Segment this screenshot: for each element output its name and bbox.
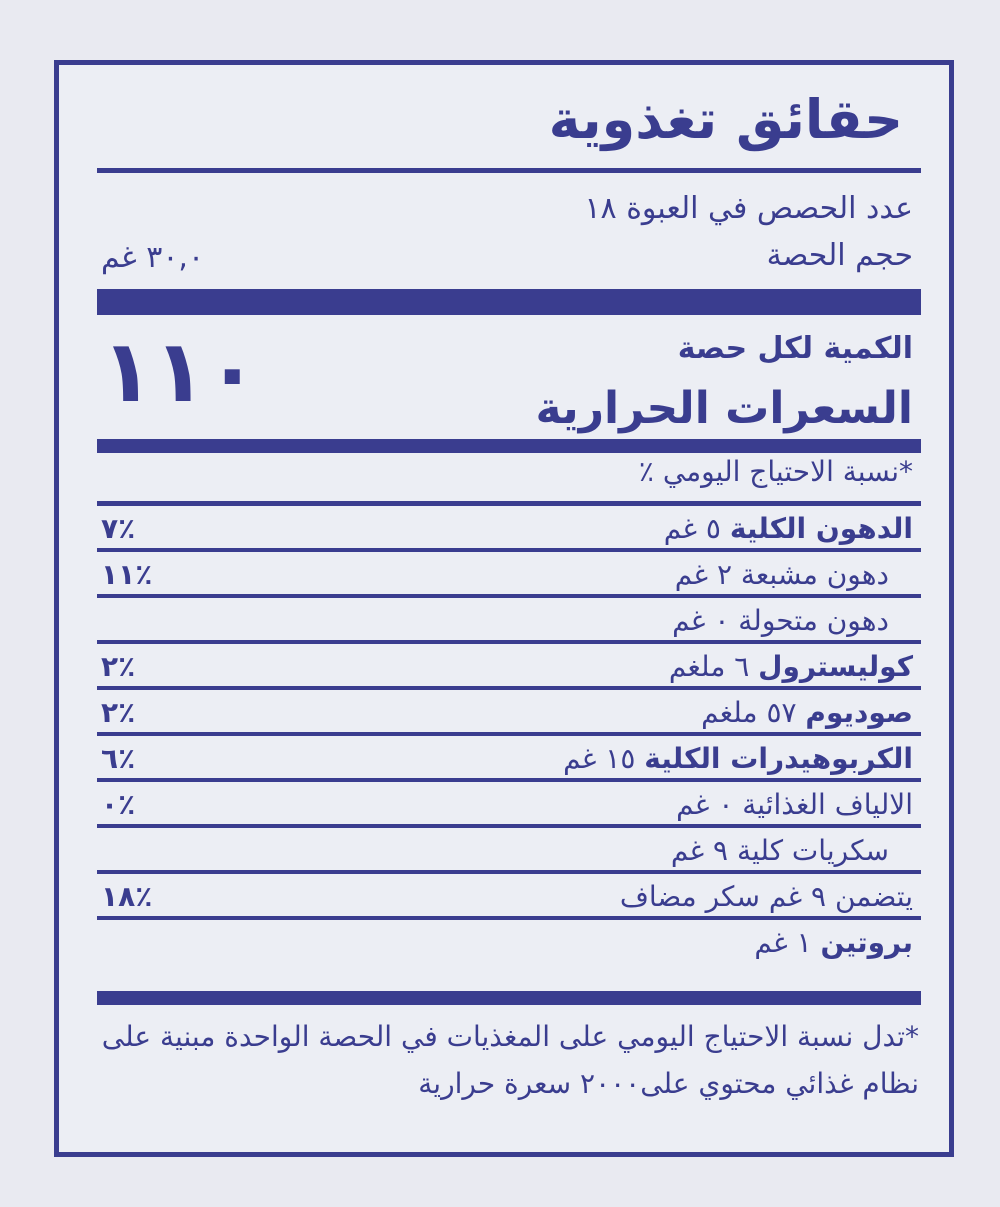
nutrient-amount: ١ غم <box>754 926 812 959</box>
daily-value-percent: ٪٦ <box>101 742 136 775</box>
nutrient-label: الكربوهيدرات الكلية <box>644 742 913 775</box>
divider-medium <box>97 991 921 1005</box>
nutrient-label: صوديوم <box>805 696 913 729</box>
nutrient-label: يتضمن <box>834 880 913 913</box>
daily-value-percent: ٪٢ <box>101 650 136 683</box>
nutrient-row <box>97 506 921 552</box>
daily-value-percent: ٪١١ <box>101 558 153 591</box>
nutrient-name <box>563 742 913 775</box>
footnote: *تدل نسبة الاحتياج اليومي على المغذيات في الحصة الواحدة مبنية على نظام غذائي محتوي على٢٠٠٠ سعرة حرارية <box>101 1020 919 1100</box>
daily-value-percent: ٪٠ <box>101 788 136 821</box>
serving-size-label: حجم الحصة <box>766 238 913 273</box>
nutrient-name <box>620 880 913 913</box>
nutrient-label: كوليسترول <box>758 650 913 683</box>
daily-value-header: *نسبة الاحتياج اليومي ٪ <box>638 455 913 488</box>
daily-value-percent: ٪٧ <box>101 512 136 545</box>
nutrient-row <box>97 644 921 690</box>
nutrient-row <box>97 690 921 736</box>
nutrient-row <box>97 552 921 598</box>
nutrient-name <box>676 788 913 821</box>
nutrient-row <box>97 782 921 828</box>
servings-per-container: عدد الحصص في العبوة ١٨ <box>584 191 913 226</box>
nutrient-amount: ٩ غم <box>670 834 729 867</box>
nutrient-amount: ٠ غم <box>672 604 730 637</box>
nutrient-amount: ٥ غم <box>663 512 721 545</box>
nutrient-name <box>675 558 889 591</box>
nutrient-amount: ٩ غم سكر مضاف <box>619 880 827 913</box>
nutrient-label: الالياف الغذائية <box>742 788 913 821</box>
nutrient-label: دهون مشبعة <box>740 558 889 591</box>
nutrient-name <box>669 650 913 683</box>
calories-label: السعرات الحرارية <box>535 383 913 434</box>
nutrient-name <box>701 696 913 729</box>
nutrient-label: الدهون الكلية <box>729 512 913 545</box>
nutrient-amount: ٢ غم <box>674 558 732 591</box>
amount-per-serving: الكمية لكل حصة <box>677 331 913 366</box>
divider <box>97 168 921 173</box>
nutrient-row <box>97 828 921 874</box>
nutrient-name <box>671 834 889 867</box>
daily-value-percent: ٪١٨ <box>101 880 153 913</box>
nutrient-amount: ٠ غم <box>676 788 734 821</box>
nutrient-row <box>97 598 921 644</box>
serving-size-value: ٣٠,٠ غم <box>101 240 205 275</box>
nutrition-facts-title: حقائق تغذوية <box>548 88 903 151</box>
nutrient-name <box>672 604 889 637</box>
nutrient-name <box>664 512 913 545</box>
nutrient-amount: ٦ ملغم <box>668 650 750 683</box>
divider-thick <box>97 289 921 315</box>
nutrient-name <box>754 926 913 959</box>
nutrient-row <box>97 736 921 782</box>
nutrient-row <box>97 874 921 920</box>
nutrient-label: سكريات كلية <box>736 834 889 867</box>
nutrient-amount: ١٥ غم <box>563 742 636 775</box>
nutrient-amount: ٥٧ ملغم <box>701 696 797 729</box>
divider-medium <box>97 439 921 453</box>
nutrient-label: بروتين <box>820 926 913 959</box>
nutrient-row <box>97 920 921 966</box>
daily-value-percent: ٪٢ <box>101 696 136 729</box>
calories-value: ١١٠ <box>101 322 259 422</box>
nutrition-facts-panel <box>54 60 954 1157</box>
nutrient-label: دهون متحولة <box>738 604 889 637</box>
